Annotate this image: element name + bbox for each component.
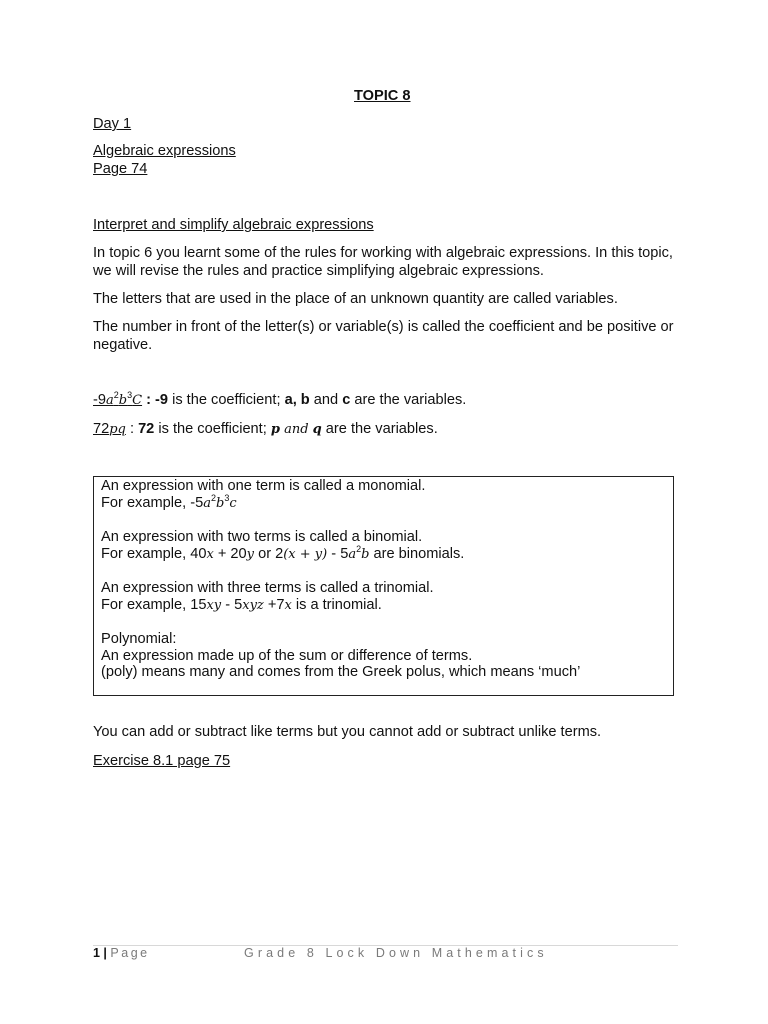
page-number: 1 — [93, 946, 100, 960]
footer-separator: | — [99, 946, 111, 960]
intro-paragraph: In topic 6 you learnt some of the rules for working with algebraic expressions. In this topic, we will revise the rules and practice simplifying algebraic expressions. — [93, 245, 673, 279]
example-2-expression: 72pq — [93, 421, 126, 437]
monomial-example: For example, $-5a^2b^3c$ — [101, 493, 237, 511]
example-coefficient-1: $-9a^2b^3C$ : -9 is the coefficient; a, b and c are the variables. — [93, 390, 467, 408]
coefficient-paragraph: The number in front of the letter(s) or variable(s) is called the coefficient and be positive or negative. — [93, 319, 674, 353]
trinomial-example: For example, 15xy - 5xyz +7x is a trinomial. — [101, 597, 382, 613]
variables-paragraph: The letters that are used in the place of an unknown quantity are called variables. — [93, 291, 618, 307]
section-title: Algebraic expressions — [93, 143, 236, 159]
polynomial-origin: (poly) means many and comes from the Greek polus, which means ‘much’ — [101, 664, 581, 680]
binomial-definition: An expression with two terms is called a binomial. — [101, 529, 423, 545]
example-1-expression: $-9a^2b^3C$ — [93, 390, 143, 408]
page-footer — [93, 946, 548, 960]
trinomial-definition: An expression with three terms is called a trinomial. — [101, 580, 434, 596]
example-coefficient-2: 72pq : 72 is the coefficient; p and q are the variables. — [93, 421, 438, 437]
subheading: Interpret and simplify algebraic expressions — [93, 217, 374, 233]
page-reference: Page 74 — [93, 161, 148, 177]
monomial-definition: An expression with one term is called a monomial. — [101, 478, 426, 494]
definitions-box — [93, 476, 674, 696]
exercise-link[interactable]: Exercise 8.1 page 75 — [93, 753, 231, 769]
page-word: Page — [110, 946, 150, 960]
day-label: Day 1 — [93, 116, 132, 132]
polynomial-definition: An expression made up of the sum or difference of terms. — [101, 648, 473, 664]
document-title: Grade 8 Lock Down Mathematics — [244, 946, 548, 960]
like-terms-note: You can add or subtract like terms but you cannot add or subtract unlike terms. — [93, 724, 602, 740]
polynomial-title: Polynomial: — [101, 631, 177, 647]
binomial-example: For example, 40x + 20y or $2(x + y) - 5a^2b$ are binomials. — [101, 544, 465, 562]
page-title: TOPIC 8 — [354, 88, 411, 104]
